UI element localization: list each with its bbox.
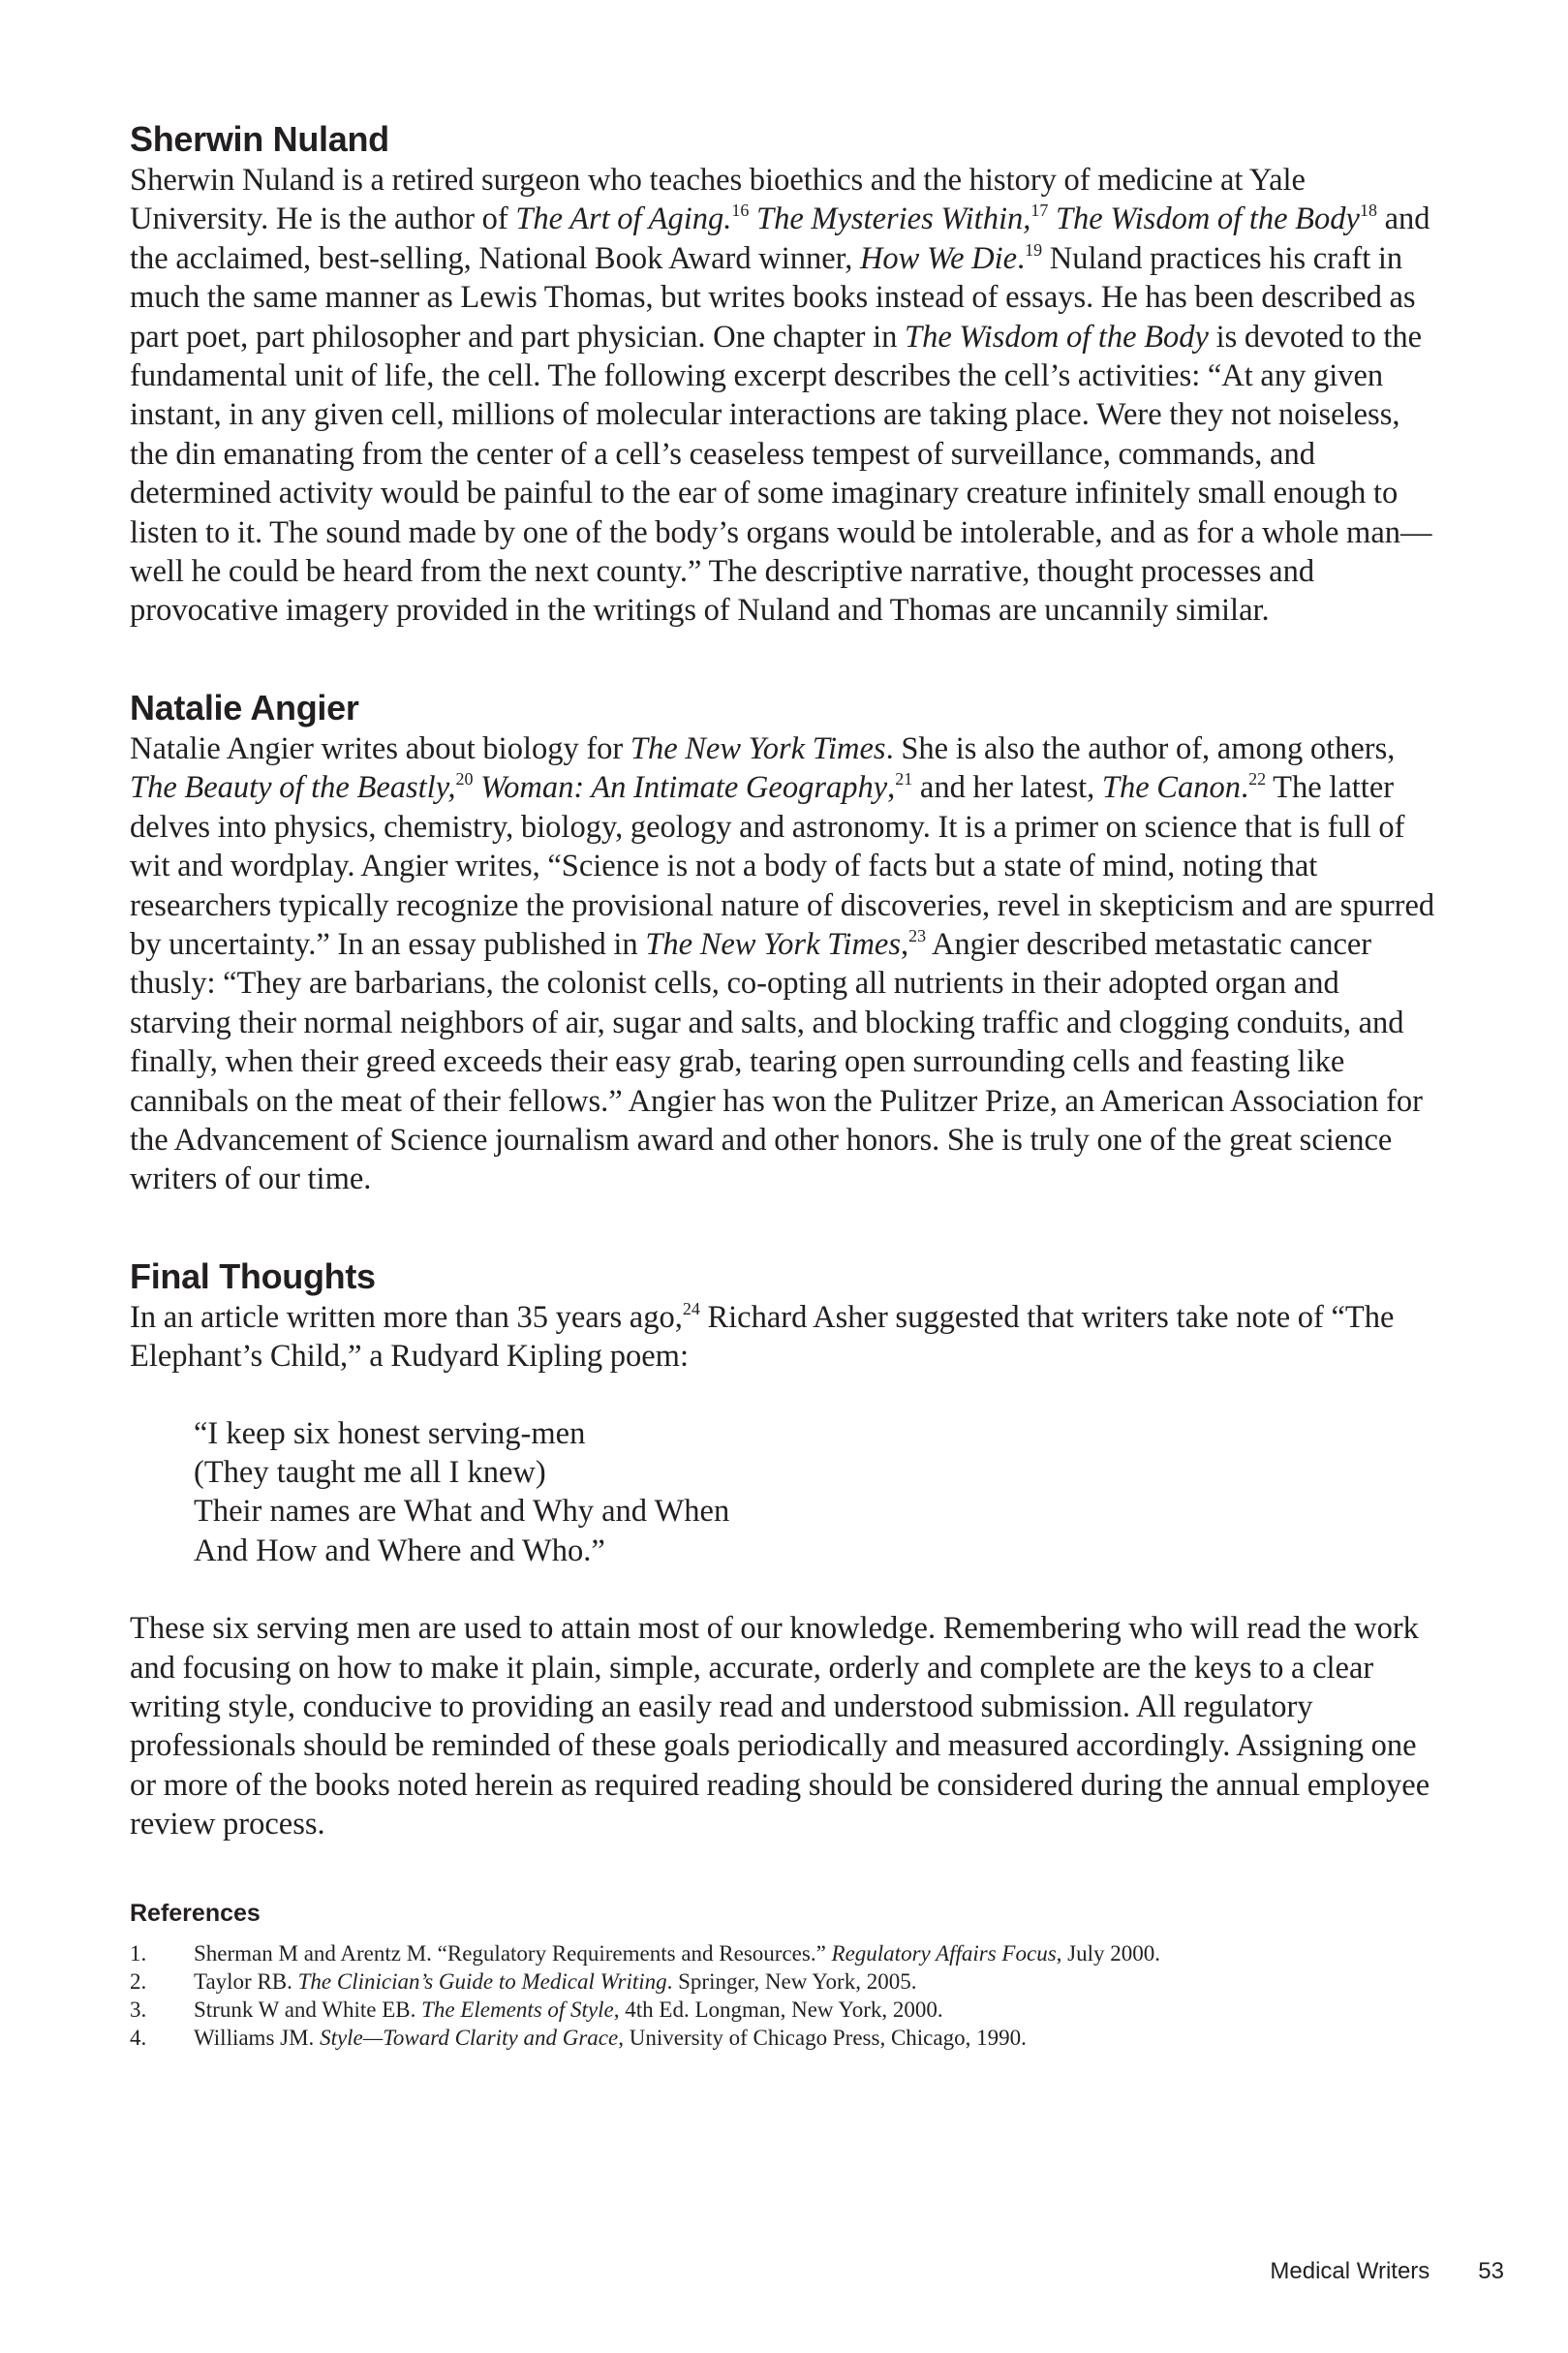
section-heading: Sherwin Nuland: [130, 119, 389, 159]
footnote-ref: 22: [1248, 769, 1267, 789]
closing-paragraph: These six serving men are used to attain most of our knowledge. Remembering who will read the work and focusing on how to make it plain, simple, accurate, orderly and complete are the keys to a clear writing style, conducive to providing an easily read and understood submission. All regulatory professionals should be reminded of these goals periodically and measured accordingly. Assigning one or more of the books noted herein as required reading should be considered during the annual employee review process.: [130, 1611, 1430, 1842]
reference-item: [130, 1967, 1439, 1996]
footnote-ref: 24: [682, 1298, 700, 1318]
book-title: The Beauty of the Beastly,: [130, 770, 456, 806]
text-run: Richard Asher suggested that writers take note of “The Elephant’s Child,” a Rudyard Kipling poem:: [130, 1299, 1395, 1375]
footnote-ref: 17: [1030, 201, 1049, 221]
reference-item: [130, 2024, 1439, 2052]
text-run: Nuland practices his craft in much the same manner as Lewis Thomas, but writes books instead of essays. He has been described as part poet, part philosopher and part physician. One chapter in: [130, 240, 1416, 355]
section-paragraph: [130, 161, 1439, 631]
book-title: The Wisdom of the Body: [905, 319, 1209, 355]
reference-number: 1.: [130, 1940, 147, 1966]
book-title: The New York Times: [630, 730, 886, 766]
book-title: The Art of Aging.: [515, 201, 732, 237]
text-run: is devoted to the fundamental unit of life, the cell. The following excerpt describes the cell’s activities: “At any given instant, in any given cell, millions of molecular interactions are taking place. Were they not noiseless, the din emanating from the center of a cell’s ceaseless tempest of surveillance, commands, and determined activity would be painful to the ear of some imaginary creature infinitely small enough to listen to it. The sound made by one of the body’s organs would be intolerable, and as for a whole man—well he could be heard from the next county.” The descriptive narrative, thought processes and provocative imagery provided in the writings of Nuland and Thomas are uncannily similar.: [130, 319, 1432, 629]
text-run: Angier described metastatic cancer thusly: “They are barbarians, the colonist cells, co-opting all nutrients in their adopted organ and starving their normal neighbors of air, sugar and salts, and blocking traffic and clogging conduits, and finally, when their greed exceeds their easy grab, tearing open surrounding cells and feasting like cannibals on the meat of their fellows.” Angier has won the Pulitzer Prize, an American Association for the Advancement of Science journalism award and other honors. She is truly one of the great science writers of our time.: [130, 926, 1423, 1197]
text-run: The latter delves into physics, chemistry, biology, geology and astronomy. It is a primer on science that is full of wit and wordplay. Angier writes, “Science is not a body of facts but a state of mind, noting that researchers typically recognize the provisional nature of discoveries, revel in skepticism and are spurred by uncertainty.” In an essay published in: [130, 770, 1435, 962]
text-run: , 4th Ed. Longman, New York, 2000.: [613, 1997, 943, 2022]
section-final-thoughts: [130, 1255, 1439, 1844]
poem-line: (They taught me all I knew): [194, 1454, 546, 1490]
reference-text: [194, 1967, 916, 1996]
text-run: ,: [887, 770, 896, 806]
book-title: How We Die: [859, 240, 1018, 276]
text-run: and the acclaimed, best-selling, National Book Award winner,: [130, 201, 1430, 276]
publication-title: Style—Toward Clarity and Grace: [320, 2025, 619, 2050]
text-run: . She is also the author of, among others,: [885, 730, 1396, 766]
reference-text: [194, 1939, 1160, 1967]
text-run: , University of Chicago Press, Chicago, 1990.: [618, 2025, 1027, 2050]
references-heading: References: [130, 1899, 261, 1927]
footnote-ref: 19: [1025, 239, 1043, 260]
text-run: Sherman M and Arentz M. “Regulatory Requirements and Resources.”: [194, 1940, 832, 1966]
text-run: Williams JM.: [194, 2025, 321, 2050]
references-section: [130, 1899, 1439, 2052]
reference-item: [130, 1939, 1439, 1967]
publication-title: Regulatory Affairs Focus: [831, 1940, 1057, 1966]
text-run: Strunk W and White EB.: [194, 1997, 422, 2022]
text-run: ,: [901, 926, 909, 962]
text-run: .: [1240, 770, 1249, 806]
text-run: Natalie Angier writes about biology for: [130, 730, 630, 766]
text-run: [473, 770, 480, 805]
reference-item: [130, 1996, 1439, 2024]
reference-text: [194, 2024, 1027, 2052]
section-natalie-angier: [130, 687, 1439, 1199]
document-page: [130, 118, 1439, 2052]
section-heading: Final Thoughts: [130, 1255, 376, 1296]
book-title: The Mysteries Within,: [756, 201, 1031, 237]
section-heading: Natalie Angier: [130, 687, 359, 728]
publication-title: The Elements of Style: [421, 1997, 614, 2022]
text-run: . Springer, New York, 2005.: [666, 1968, 917, 1994]
text-run: In an article written more than 35 years ago,: [130, 1299, 683, 1335]
footnote-ref: 21: [895, 769, 913, 789]
poem-quote: [194, 1414, 1439, 1571]
footnote-ref: 20: [455, 769, 474, 789]
intro-paragraph: [130, 1298, 1439, 1377]
footnote-ref: 23: [908, 925, 927, 945]
reference-number: 4.: [130, 2025, 147, 2050]
reference-text: [194, 1996, 943, 2024]
section-paragraph: [130, 729, 1439, 1199]
poem-line: “I keep six honest serving-men: [194, 1415, 586, 1451]
book-title: The Canon: [1101, 770, 1241, 806]
references-list: [130, 1939, 1439, 2052]
page-number: 53: [1478, 2258, 1504, 2284]
poem-line: And How and Where and Who.”: [194, 1533, 605, 1568]
book-title: The New York Times: [645, 926, 901, 962]
publication-title: The Clinician’s Guide to Medical Writing: [297, 1968, 667, 1994]
running-footer-title: Medical Writers: [1270, 2258, 1430, 2284]
reference-number: 3.: [130, 1997, 147, 2022]
text-run: [749, 201, 756, 236]
text-run: Sherwin Nuland is a retired surgeon who teaches bioethics and the history of medicine at Yale University. He is the author of: [130, 163, 1306, 237]
text-run: .: [1017, 240, 1026, 276]
text-run: [1048, 201, 1056, 236]
poem-line: Their names are What and Why and When: [194, 1494, 730, 1530]
text-run: , July 2000.: [1056, 1940, 1160, 1966]
page-footer: [0, 2257, 1504, 2286]
footnote-ref: 16: [731, 201, 750, 221]
book-title: Woman: An Intimate Geography: [480, 770, 888, 806]
reference-number: 2.: [130, 1968, 147, 1994]
book-title: The Wisdom of the Body: [1055, 201, 1360, 237]
footnote-ref: 18: [1359, 201, 1377, 221]
text-run: Taylor RB.: [194, 1968, 298, 1994]
section-sherwin-nuland: [130, 118, 1439, 631]
text-run: and her latest,: [912, 770, 1102, 806]
